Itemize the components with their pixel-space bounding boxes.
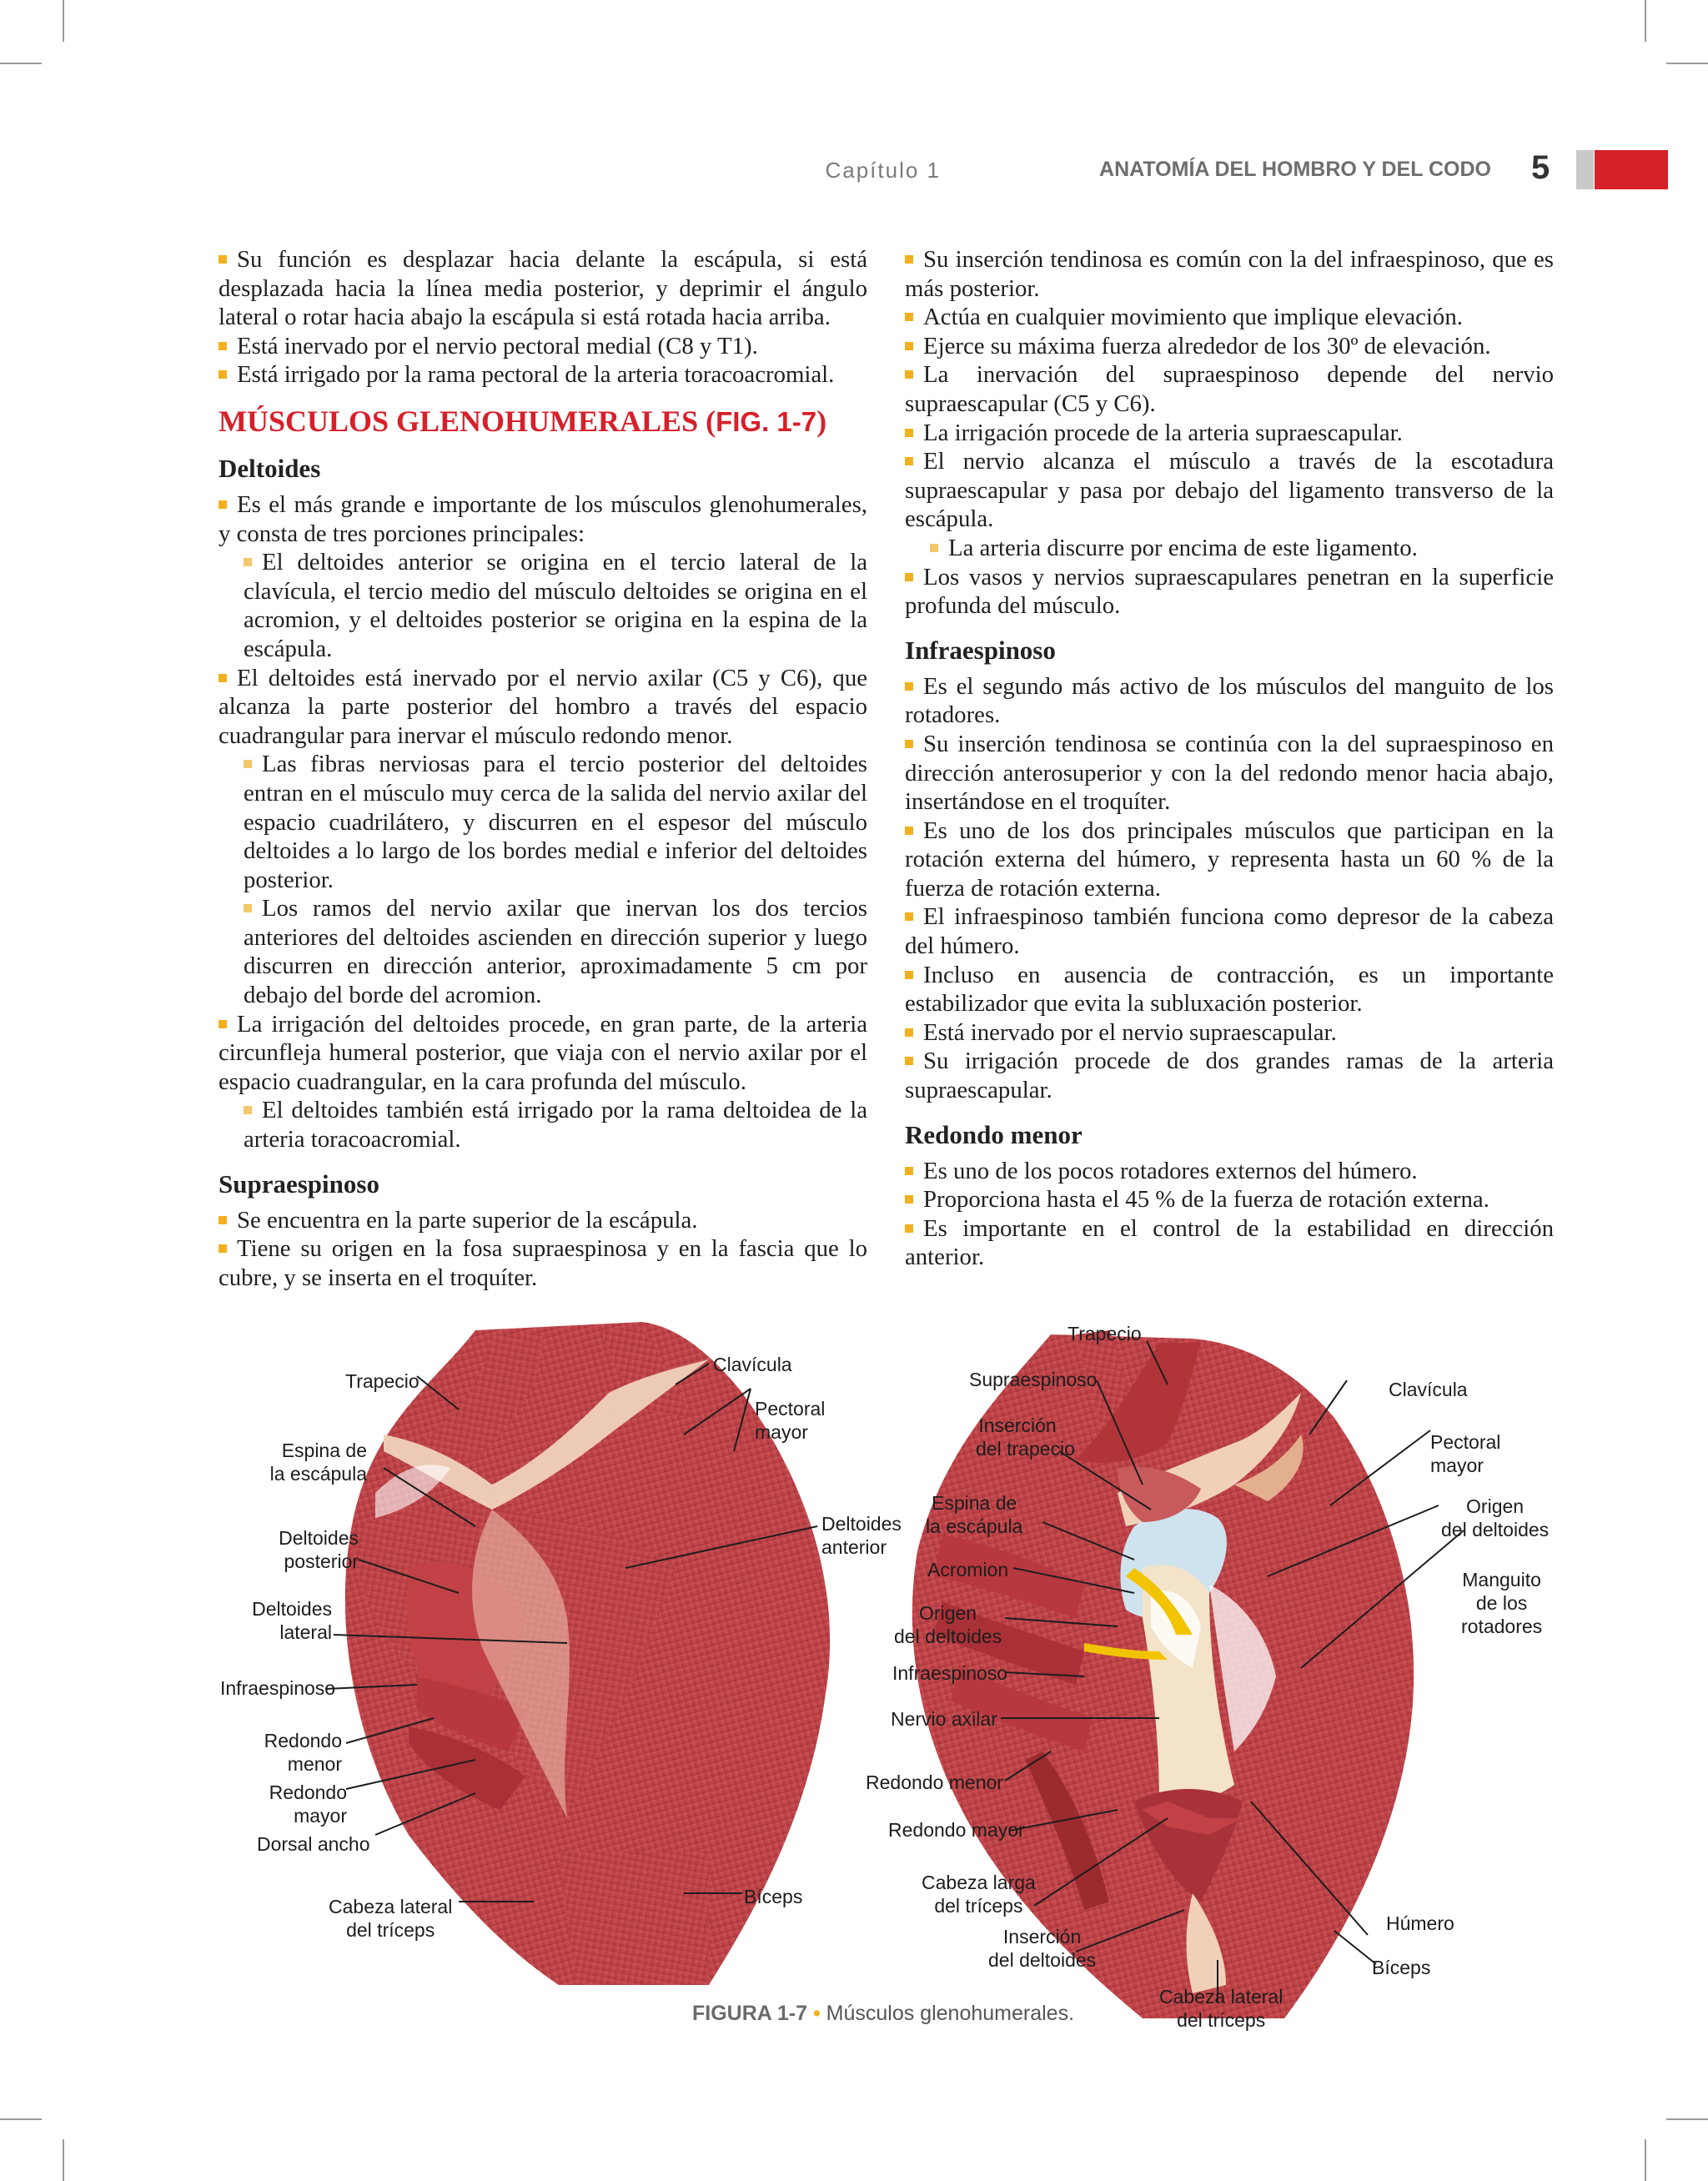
label-trapecio-right: Trapecio: [1068, 1323, 1142, 1344]
label-redondo-menor: Redondo menor: [264, 1730, 342, 1775]
bullet: Proporciona hasta el 45 % de la fuerza de rotación externa.: [905, 1185, 1554, 1214]
sub-bullet: La arteria discurre por encima de este ligamento.: [905, 534, 1554, 563]
label-pectoral-mayor: Pectoral mayor: [755, 1398, 826, 1443]
bullet-square-icon: [244, 760, 252, 768]
bullet-square-icon: [244, 558, 252, 566]
label-espina-escapula-right: Espina de la escápula: [926, 1492, 1023, 1537]
bullet: Incluso en ausencia de contracción, es un importante estabilizador que evita la subluxación posterior.: [905, 961, 1554, 1018]
label-pectoral-mayor-right: Pectoral mayor: [1430, 1431, 1501, 1476]
label-redondo-mayor: Redondo mayor: [269, 1781, 347, 1827]
label-espina-escapula: Espina de la escápula: [269, 1440, 367, 1485]
bullet: Su inserción tendinosa se continúa con la del supraespinoso en dirección anterosuperior y con la del redondo menor hacia abajo, insertándose en el troquíter.: [905, 730, 1554, 816]
bullet: Ejerce su máxima fuerza alrededor de los 30º de elevación.: [905, 332, 1554, 361]
bullet-square-icon: [219, 500, 227, 509]
bullet: Su inserción tendinosa es común con la del infraespinoso, que es más posterior.: [905, 246, 1554, 302]
bullet: La inervación del supraespinoso depende del nervio supraescapular (C5 y C6).: [905, 361, 1554, 417]
label-dorsal-ancho: Dorsal ancho: [257, 1833, 370, 1855]
label-redondo-menor-right: Redondo menor: [866, 1771, 1003, 1793]
header-tab-red: [1595, 150, 1668, 189]
bullet: Está irrigado por la rama pectoral de la arteria toracoacromial.: [219, 360, 867, 389]
subsection-title-supraespinoso: Supraespinoso: [219, 1168, 379, 1199]
label-deltoides-anterior: Deltoides anterior: [821, 1513, 902, 1558]
label-origen-deltoides-right: Origen del deltoides: [1441, 1495, 1550, 1540]
sub-bullet: El deltoides anterior se origina en el tercio lateral de la clavícula, el tercio medio del músculo deltoides se origina en el acromion, y el deltoides posterior se origina en la espina de la escápula.: [244, 549, 867, 662]
figure-reference-link[interactable]: FIG. 1-7: [716, 405, 817, 437]
sub-bullet: Las fibras nerviosas para el tercio posterior del deltoides entran en el músculo muy cerca de la salida del nervio axilar del espacio cuadrilátero, y discurren en el espesor del músculo deltoides a lo largo de los bordes medial e inferior del deltoides posterior.: [244, 751, 867, 893]
bullet-square-icon: [905, 1167, 913, 1175]
bullet-square-icon: [905, 313, 913, 321]
label-trapecio: Trapecio: [345, 1370, 419, 1392]
sub-bullet: El deltoides también está irrigado por la rama deltoidea de la arteria toracoacromial.: [244, 1097, 867, 1153]
bullet: Los vasos y nervios supraescapulares penetran en la superficie profunda del músculo.: [905, 563, 1554, 620]
bullet-square-icon: [905, 457, 913, 465]
bullet-square-icon: [219, 1020, 227, 1028]
bullet-square-icon: [244, 904, 252, 912]
bullet-square-icon: [905, 740, 913, 748]
bullet-square-icon: [905, 573, 913, 581]
label-manguito-rotadores: Manguito de los rotadores: [1461, 1569, 1543, 1637]
bullet-square-icon: [905, 1057, 913, 1065]
figure-caption: [692, 2002, 1074, 2026]
header-tab-grey: [1576, 150, 1594, 189]
bullet-square-icon: [905, 971, 913, 979]
chapter-label: Capítulo 1: [825, 158, 941, 183]
anatomy-figure: [208, 1318, 1585, 2043]
bullet-square-icon: [905, 255, 913, 264]
label-cabeza-larga-triceps: Cabeza larga del tríceps: [922, 1872, 1036, 1917]
label-insercion-trapecio: Inserción del trapecio: [976, 1415, 1075, 1460]
bullet-square-icon: [905, 1028, 913, 1037]
bullet: La irrigación del deltoides procede, en gran parte, de la arteria circunfleja humeral posterior, que viaja con el nervio axilar por el espacio cuadrangular, en la cara profunda del músculo.: [219, 1010, 867, 1095]
label-infraespinoso: Infraespinoso: [220, 1677, 336, 1699]
label-clavicula: Clavícula: [713, 1354, 792, 1375]
bullet-square-icon: [219, 370, 227, 379]
label-redondo-mayor-right: Redondo mayor: [888, 1819, 1025, 1841]
bullet: Es uno de los dos principales músculos que participan en la rotación externa del húmero, y representa hasta un 60 % de la fuerza de rotación externa.: [905, 817, 1554, 902]
label-cabeza-lateral-triceps-right: Cabeza lateral del tríceps: [1159, 1986, 1284, 2031]
crop-mark: [63, 0, 64, 42]
label-insercion-deltoides: Inserción del deltoides: [988, 1926, 1097, 1971]
section-title: MÚSCULOS GLENOHUMERALES (FIG. 1-7): [219, 404, 827, 438]
label-deltoides-posterior: Deltoides posterior: [279, 1527, 359, 1572]
label-cabeza-lateral-triceps: Cabeza lateral del tríceps: [329, 1896, 453, 1941]
bullet-square-icon: [244, 1106, 252, 1114]
bullet-square-icon: [219, 674, 227, 682]
bullet: El deltoides está inervado por el nervio axilar (C5 y C6), que alcanza la parte posterior del hombro a través del espacio cuadrangular para inervar el músculo redondo menor.: [219, 664, 867, 749]
bullet: Es importante en el control de la estabilidad en dirección anterior.: [905, 1214, 1554, 1271]
bullet-square-icon: [905, 342, 913, 350]
label-origen-deltoides-left: Origen del deltoides: [894, 1602, 1002, 1647]
bullet: Es el segundo más activo de los músculos del manguito de los rotadores.: [905, 672, 1554, 729]
bullet: Actúa en cualquier movimiento que implique elevación.: [905, 303, 1554, 332]
label-humero: Húmero: [1386, 1912, 1454, 1934]
bullet: Es el más grande e importante de los músculos glenohumerales, y consta de tres porciones principales:: [219, 490, 867, 547]
label-clavicula-right: Clavícula: [1389, 1379, 1468, 1400]
label-supraespinoso: Supraespinoso: [969, 1369, 1098, 1390]
label-biceps-right: Bíceps: [1372, 1957, 1431, 1978]
label-biceps: Bíceps: [744, 1886, 803, 1907]
subsection-title-redondo-menor: Redondo menor: [905, 1119, 1083, 1149]
running-header: [0, 149, 1708, 193]
bullet-square-icon: [905, 429, 913, 437]
bullet-square-icon: [905, 370, 913, 379]
bullet-square-icon: [905, 682, 913, 691]
bullet: Está inervado por el nervio pectoral medial (C8 y T1).: [219, 332, 867, 361]
crop-mark: [1666, 2118, 1708, 2120]
label-deltoides-lateral: Deltoides lateral: [252, 1598, 332, 1643]
page-number: 5: [1531, 149, 1550, 186]
bullet-square-icon: [219, 342, 227, 350]
bullet: Su irrigación procede de dos grandes ramas de la arteria supraescapular.: [905, 1048, 1554, 1104]
crop-mark: [0, 63, 42, 64]
bullet-square-icon: [905, 1195, 913, 1204]
bullet: El nervio alcanza el músculo a través de la escotadura supraescapular y pasa por debajo del ligamento transverso de la escápula.: [905, 448, 1554, 533]
label-acromion: Acromion: [927, 1559, 1009, 1580]
crop-mark: [1645, 0, 1646, 42]
subsection-title-deltoides: Deltoides: [219, 453, 321, 483]
right-column: [905, 245, 1554, 1272]
crop-mark: [0, 2118, 42, 2120]
bullet: Su función es desplazar hacia delante la escápula, si está desplazada hacia la línea media posterior, y deprimir el ángulo lateral o rotar hacia abajo la escápula si está rotada hacia arriba.: [219, 246, 867, 331]
bullet-square-icon: [219, 255, 227, 264]
subsection-title-infraespinoso: Infraespinoso: [905, 635, 1056, 665]
label-nervio-axilar: Nervio axilar: [891, 1708, 997, 1730]
sub-bullet: Los ramos del nervio axilar que inervan los dos tercios anteriores del deltoides ascienden en dirección superior y luego discurren en dirección anterior, aproximadamente 5 cm por debajo del borde del acromion.: [244, 895, 867, 1009]
bullet: Se encuentra en la parte superior de la escápula.: [219, 1206, 867, 1235]
chapter-title: ANATOMÍA DEL HOMBRO Y DEL CODO: [1099, 158, 1491, 181]
bullet: Es uno de los pocos rotadores externos del húmero.: [905, 1157, 1554, 1186]
crop-mark: [1666, 63, 1708, 64]
caption-text: Músculos glenohumerales.: [826, 2002, 1075, 2025]
label-infraespinoso-right: Infraespinoso: [892, 1662, 1008, 1684]
crop-mark: [1645, 2139, 1646, 2181]
caption-figure-number: FIGURA 1-7: [692, 2002, 807, 2025]
crop-mark: [63, 2139, 64, 2181]
bullet: Está inervado por el nervio supraescapular.: [905, 1018, 1554, 1048]
bullet: Tiene su origen en la fosa supraespinosa y en la fascia que lo cubre, y se inserta en el troquíter.: [219, 1235, 867, 1291]
bullet-square-icon: [930, 544, 938, 552]
bullet-square-icon: [905, 1224, 913, 1233]
caption-separator: •: [812, 2002, 821, 2025]
left-column: [219, 245, 867, 1292]
bullet-square-icon: [905, 912, 913, 921]
bullet: La irrigación procede de la arteria supraescapular.: [905, 419, 1554, 448]
bullet-square-icon: [905, 827, 913, 835]
bullet-square-icon: [219, 1216, 227, 1224]
bullet: El infraespinoso también funciona como depresor de la cabeza del húmero.: [905, 903, 1554, 960]
bullet-square-icon: [219, 1244, 227, 1253]
